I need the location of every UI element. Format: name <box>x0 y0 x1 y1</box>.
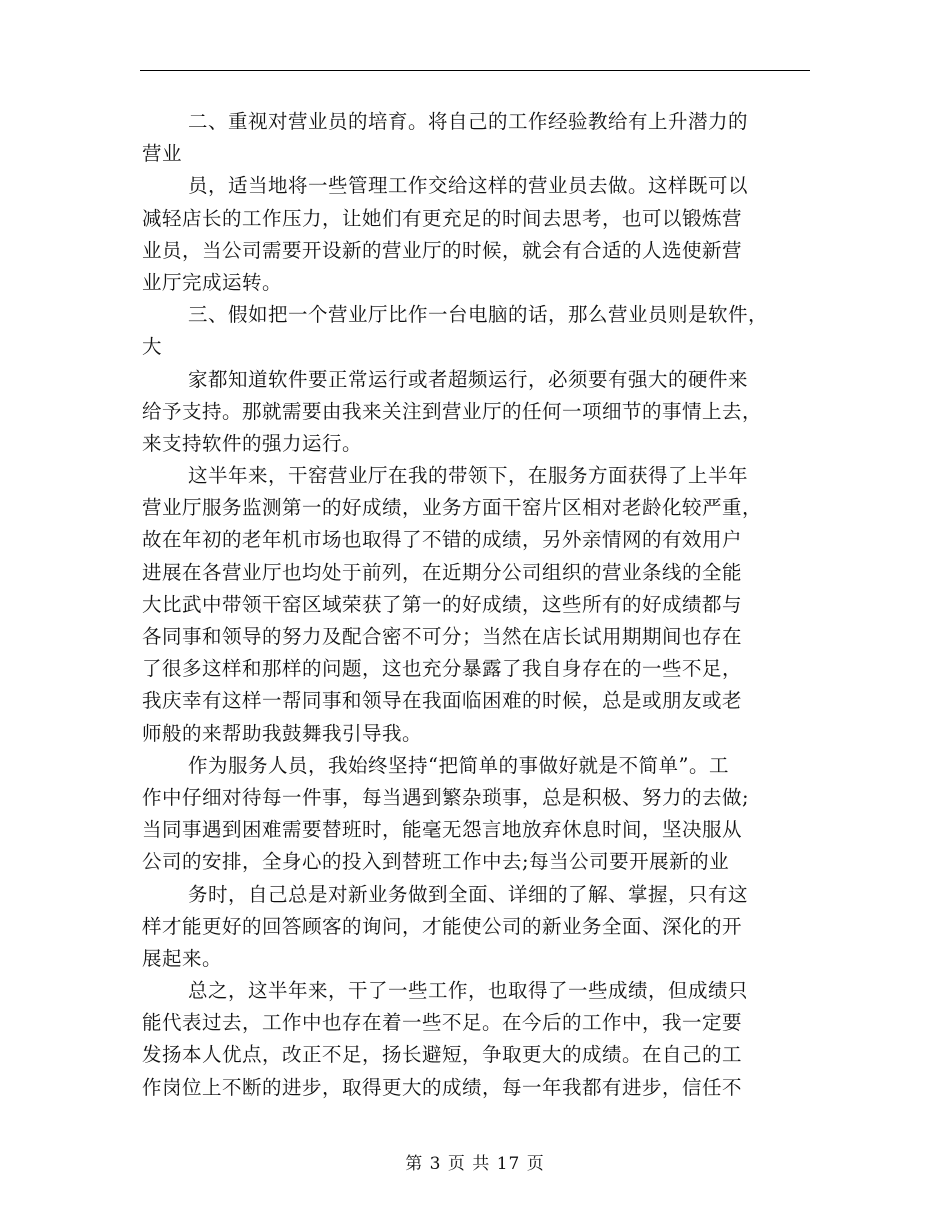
text-line: 当同事遇到困难需要替班时，能毫无怨言地放弃休息时间，坚决服从 <box>142 818 743 842</box>
text-line: 三、假如把一个营业厅比作一台电脑的话，那么营业员则是软件， <box>188 303 769 327</box>
text-line: 营业 <box>142 142 183 166</box>
page-number-footer: 第 3 页 共 17 页 <box>405 1154 545 1174</box>
text-line: 这半年来，干窑营业厅在我的带领下，在服务方面获得了上半年 <box>188 464 749 488</box>
text-line: 给予支持。那就需要由我来关注到营业厅的任何一项细节的事情上去， <box>142 399 763 423</box>
text-line: 大比武中带领干窑区域荣获了第一的好成绩，这些所有的好成绩都与 <box>142 592 743 616</box>
text-line: 我庆幸有这样一帮同事和领导在我面临困难的时候，总是或朋友或老 <box>142 689 743 713</box>
body-text <box>142 106 810 1104</box>
text-line: 发扬本人优点，改正不足，扬长避短，争取更大的成绩。在自己的工 <box>142 1043 743 1067</box>
text-line: 总之，这半年来，干了一些工作，也取得了一些成绩，但成绩只 <box>188 979 749 1003</box>
text-line: 作岗位上不断的进步，取得更大的成绩，每一年我都有进步，信任不 <box>142 1075 743 1099</box>
text-line: 了很多这样和那样的问题，这也充分暴露了我自身存在的一些不足， <box>142 657 743 681</box>
text-line: 业厅完成运转。 <box>142 270 283 294</box>
text-line: 减轻店长的工作压力，让她们有更充足的时间去思考，也可以锻炼营 <box>142 206 743 230</box>
header-rule <box>140 70 810 71</box>
text-line: 进展在各营业厅也均处于前列，在近期分公司组织的营业条线的全能 <box>142 560 743 584</box>
text-line: 业员，当公司需要开设新的营业厅的时候，就会有合适的人选使新营 <box>142 238 743 262</box>
text-line: 故在年初的老年机市场也取得了不错的成绩，另外亲情网的有效用户 <box>142 528 743 552</box>
text-line: 作为服务人员，我始终坚持“把简单的事做好就是不简单”。工 <box>188 753 729 777</box>
text-line: 作中仔细对待每一件事，每当遇到繁杂琐事，总是积极、努力的去做; <box>142 785 750 809</box>
text-line: 样才能更好的回答顾客的询问，才能使公司的新业务全面、深化的开 <box>142 914 743 938</box>
text-line: 务时，自己总是对新业务做到全面、详细的了解、掌握，只有这 <box>188 882 749 906</box>
text-line: 展起来。 <box>142 946 223 970</box>
text-line: 二、重视对营业员的培育。将自己的工作经验教给有上升潜力的 <box>188 110 749 133</box>
text-line: 公司的安排，全身心的投入到替班工作中去;每当公司要开展新的业 <box>142 850 730 874</box>
text-line: 能代表过去，工作中也存在着一些不足。在今后的工作中，我一定要 <box>142 1011 743 1035</box>
text-line: 家都知道软件要正常运行或者超频运行，必须要有强大的硬件来 <box>188 367 749 391</box>
text-line: 营业厅服务监测第一的好成绩，业务方面干窑片区相对老龄化较严重， <box>142 496 763 520</box>
text-line: 来支持软件的强力运行。 <box>142 431 363 455</box>
text-line: 师般的来帮助我鼓舞我引导我。 <box>142 721 423 745</box>
text-line: 员，适当地将一些管理工作交给这样的营业员去做。这样既可以 <box>188 174 749 198</box>
text-line: 大 <box>142 335 163 359</box>
text-line: 各同事和领导的努力及配合密不可分；当然在店长试用期期间也存在 <box>142 625 743 648</box>
